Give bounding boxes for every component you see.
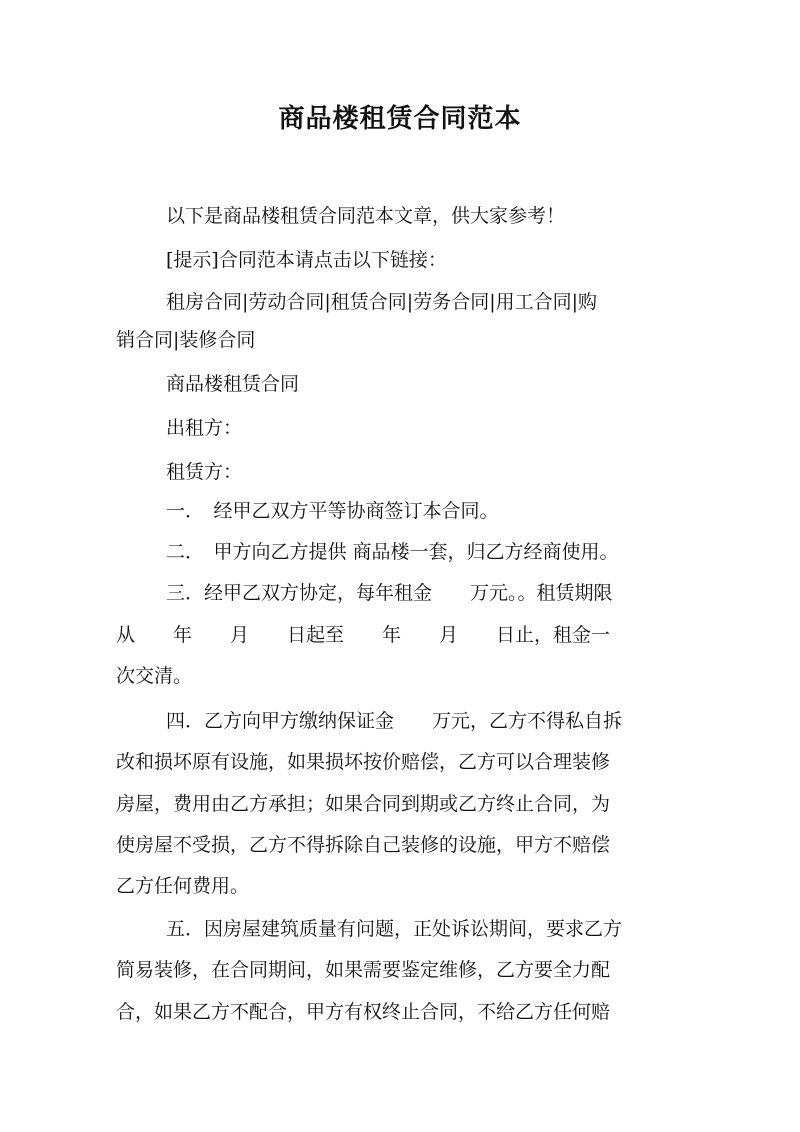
- clause-3-line-1: 三．经甲乙双方协定，每年租金 万元。。租赁期限: [166, 582, 613, 604]
- clause-3-line-2: 从 年 月 日起至 年 月 日止，租金一: [116, 624, 611, 646]
- clause-5-line-1: 五．因房屋建筑质量有问题，正处诉讼期间，要求乙方: [166, 918, 623, 940]
- clause-5-line-3: 合，如果乙方不配合，甲方有权终止合同，不给乙方任何赔: [116, 1001, 611, 1023]
- clause-1: 一． 经甲乙双方平等协商签订本合同。: [166, 500, 499, 522]
- contract-links-line-2[interactable]: 销合同|装修合同: [116, 329, 256, 351]
- clause-4-line-3: 房屋，费用由乙方承担；如果合同到期或乙方终止合同，为: [116, 793, 611, 815]
- document-title: 商品楼租赁合同范本: [278, 104, 522, 134]
- clause-4-line-4: 使房屋不受损，乙方不得拆除自己装修的设施，甲方不赔偿: [116, 834, 611, 856]
- clause-5-line-2: 简易装修，在合同期间，如果需要鉴定维修，乙方要全力配: [116, 959, 611, 981]
- contract-heading: 商品楼租赁合同: [166, 373, 300, 395]
- clause-4-line-5: 乙方任何费用。: [116, 875, 250, 897]
- lessee-label: 租赁方：: [166, 461, 243, 483]
- hint-text: [提示]合同范本请点击以下链接：: [166, 249, 447, 271]
- clause-3-line-3: 次交清。: [116, 665, 193, 687]
- clause-2: 二． 甲方向乙方提供 商品楼一套，归乙方经商使用。: [166, 541, 619, 563]
- clause-4-line-2: 改和损坏原有设施，如果损坏按价赔偿，乙方可以合理装修: [116, 751, 611, 773]
- contract-links-line-1[interactable]: 租房合同|劳动合同|租赁合同|劳务合同|用工合同|购: [166, 291, 598, 313]
- intro-paragraph: 以下是商品楼租赁合同范本文章，供大家参考！: [166, 205, 566, 227]
- clause-4-line-1: 四．乙方向甲方缴纳保证金 万元，乙方不得私自拆: [166, 710, 623, 732]
- lessor-label: 出租方：: [166, 417, 243, 439]
